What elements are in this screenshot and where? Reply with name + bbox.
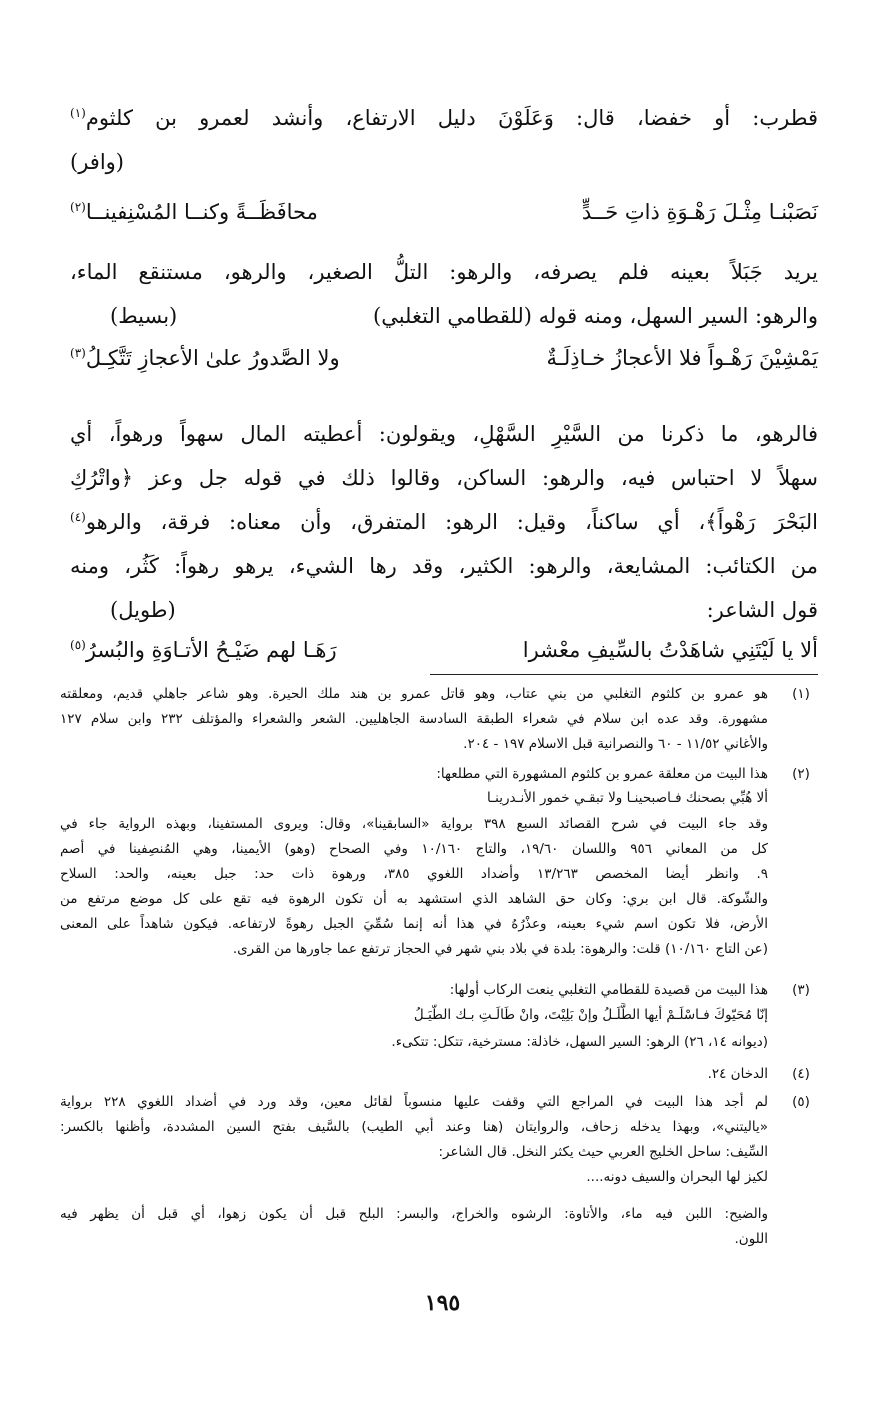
footnote-ref-1: (١)	[70, 106, 86, 120]
footnote-line: اللون.	[734, 1231, 768, 1247]
footnote-number: (٢)	[792, 766, 810, 782]
main-line-8	[70, 500, 818, 544]
footnote-2	[60, 762, 818, 972]
hemistich-text: رَهَـا لهم ضَيْـحُ الأتـاوَةِ والبُسرُ	[85, 638, 337, 662]
footnote-ref-2: (٢)	[70, 200, 86, 214]
footnote-ref-5: (٥)	[70, 638, 86, 652]
main-line-4	[70, 294, 818, 338]
footnote-ref-3: (٣)	[70, 346, 86, 360]
footnote-number: (١)	[792, 686, 810, 702]
footnote-line: (ديوانه ١٤، ٢٦) الرهو: السير السهل، خاذلة: مسترخية، تتكل: تتكىء.	[391, 1034, 768, 1050]
footnote-line: كل من المعاني ٩٥٦ واللسان ١٩/٦٠، والتاج ١٠/١٦٠ وفي الصحاح (وهو) الأيمينا، وهي المُنصِفينا في أصم	[60, 841, 768, 857]
main-text	[70, 96, 818, 666]
verse-first-hemistich: يَمْشِيْنَ رَهْـواً فلا الأعجازُ خـاذِلَـةٌ	[546, 346, 818, 370]
footnote-line: هو عمرو بن كلثوم التغلبي من بني عتاب، وهو قاتل عمرو بن هند ملك الحيرة. وهو شاعر جاهلي قديم، ومعلقته	[60, 686, 768, 702]
main-line-1	[70, 96, 818, 140]
footnote-line: هذا البيت من معلقة عمرو بن كلثوم المشهورة التي مطلعها:	[436, 766, 768, 782]
verse-second-hemistich	[70, 190, 318, 234]
meter-label: (بسيط)	[110, 304, 178, 328]
footnote-line: لم أجد هذا البيت في المراجع التي وقفت عليها منسوباً لقائل معين، وقد ورد في أضداد اللغوي ٢٢٨ برواية	[60, 1094, 768, 1110]
footnote-number: (٥)	[792, 1094, 810, 1110]
meter-label: (طويل)	[110, 598, 176, 622]
footnote-3	[60, 978, 818, 1058]
footnote-line: الأرض، فلا تكون اسم شيء بعينه، وعذْرُهُ في هذا أنه إنما سُمِّيَ الجبل رهوةً لارتفاعه. فيكون شاهداً على المعنى	[60, 916, 768, 932]
footnote-4	[60, 1062, 818, 1088]
footnote-line: لكيز لها البحران والسيف دونه....	[586, 1169, 768, 1185]
footnote-number: (٤)	[792, 1066, 810, 1082]
main-line-10	[70, 588, 818, 632]
footnote-separator	[430, 674, 818, 675]
meter-row-1	[70, 140, 818, 184]
main-line-7: سهلاً لا احتباس فيه، والرهو: الساكن، وقالوا ذلك في قوله جل وعز ﴿واتْرُكِ	[70, 466, 818, 490]
footnote-ref-4: (٤)	[70, 510, 86, 524]
verse-1	[70, 190, 818, 234]
verse-3	[70, 628, 818, 672]
footnote-1	[60, 682, 818, 760]
footnote-line: ٩. وانظر أيضا المخصص ١٣/٢٦٣ وأضداد اللغوي ٣٨٥، ورهوة ذات حد: جبل بعينه، والحد: السلاح	[60, 866, 768, 882]
line-text: والرهو: السير السهل، ومنه قوله (للقطامي التغلبي)	[373, 304, 818, 328]
verse-first-hemistich: نَصَبْنـا مِثْـلَ رَهْـوَةِ ذاتِ حَــدٍّ	[581, 200, 818, 224]
meter-label: (وافر)	[70, 150, 124, 174]
footnote-line: السِّيف: ساحل الخليج العربي حيث يكثر النخل. قال الشاعر:	[438, 1144, 768, 1160]
verse-second-hemistich	[70, 336, 340, 380]
footnote-number: (٣)	[792, 982, 810, 998]
footnote-5	[60, 1090, 818, 1270]
footnote-line: (عن التاج ١٠/١٦٠) قلت: والرهوة: بلدة في بلاد بني شهر في الحجاز ترتفع عما جاورها من القرى.	[232, 941, 768, 957]
footnote-line: وقد جاء البيت في شرح القصائد السبع ٣٩٨ برواية «السابقينا»، وقال: ويروى المستفينا، وبهذه الرواية جاء في	[60, 816, 768, 832]
footnote-line: والأغاني ١١/٥٢ - ٦٠ والنصرانية قبل الاسلام ١٩٧ - ٢٠٤.	[463, 736, 768, 752]
line-text: البَحْرَ رَهْواً﴾، أي ساكناً، وقيل: الرهو: المتفرق، وأن معناه: فرقة، والرهو	[85, 510, 818, 534]
footnote-line: والضيح: اللبن فيه ماء، والأتاوة: الرشوه والخراج، والبسر: البلح قبل أن يكون زهوا، أي قبل أن يظهر فيه	[60, 1206, 768, 1222]
hemistich-text: محافَظَــةً وكنــا المُسْنِفينــا	[85, 200, 318, 224]
footnote-line: «ياليتني»، وبهذا يدخله زحاف، والروايتان (هنا وعند أبي الطيب) بالسَّيف بفتح السين المشددة، وأظنها بالكسر:	[60, 1119, 768, 1135]
footnote-verse: إنّا مُحَيّوكَ فـاسْلَـمْ أيها الطَّلَـلُ وإنْ بَلِيْتَ، وانْ طَالَـتِ بـك الطّيَـلُ	[413, 1007, 768, 1023]
footnote-line: مشهورة. وقد عده ابن سلام في شعراء الطبقة السادسة الجاهليين. الشعر والشعراء والمؤتلف ٢٣٢ وابن سلام ١٢٧	[60, 711, 768, 727]
footnote-line: هذا البيت من قصيدة للقطامي التغلبي ينعت الركاب أولها:	[449, 982, 768, 998]
footnote-line: والشّوكة. قال ابن بري: وكان حق الشاهد الذي استشهد به أن تكون الرهوة فيه تقع على كل موضع مرتفع من	[60, 891, 768, 907]
page-number: ١٩٥	[424, 1290, 461, 1316]
footnote-line: الدخان ٢٤.	[707, 1066, 768, 1082]
main-line-6: فالرهو، ما ذكرنا من السَّيْرِ السَّهْلِ، ويقولون: أعطيته المال سهواً ورهواً، أي	[70, 422, 818, 446]
verse-second-hemistich	[70, 628, 337, 672]
verse-first-hemistich: ألا يا لَيْتَنِي شاهَدْتُ بالسِّيفِ معْشرا	[522, 638, 818, 662]
hemistich-text: ولا الصَّدورُ علىٰ الأعجازِ تَتَّكِـلُ	[85, 346, 340, 370]
main-line-9: من الكتائب: المشايعة، والرهو: الكثير، وقد رها الشيء، يرهو رهواً: كَثُر، ومنه	[70, 554, 818, 578]
line-text: قطرب: أو خفضا، قال: وَعَلَوْنَ دليل الارتفاع، وأنشد لعمرو بن كلثوم	[85, 106, 818, 130]
footnote-verse: ألا هُبِّي بصحنك فـاصبحينـا ولا تبقـي خمور الأنـدرينـا	[487, 790, 768, 806]
line-text: قول الشاعر:	[706, 598, 818, 622]
verse-2	[70, 336, 818, 380]
main-line-3: يريد جَبَلاً بعينه فلم يصرفه، والرهو: التلُّ الصغير، والرهو، مستنقع الماء،	[70, 260, 818, 284]
